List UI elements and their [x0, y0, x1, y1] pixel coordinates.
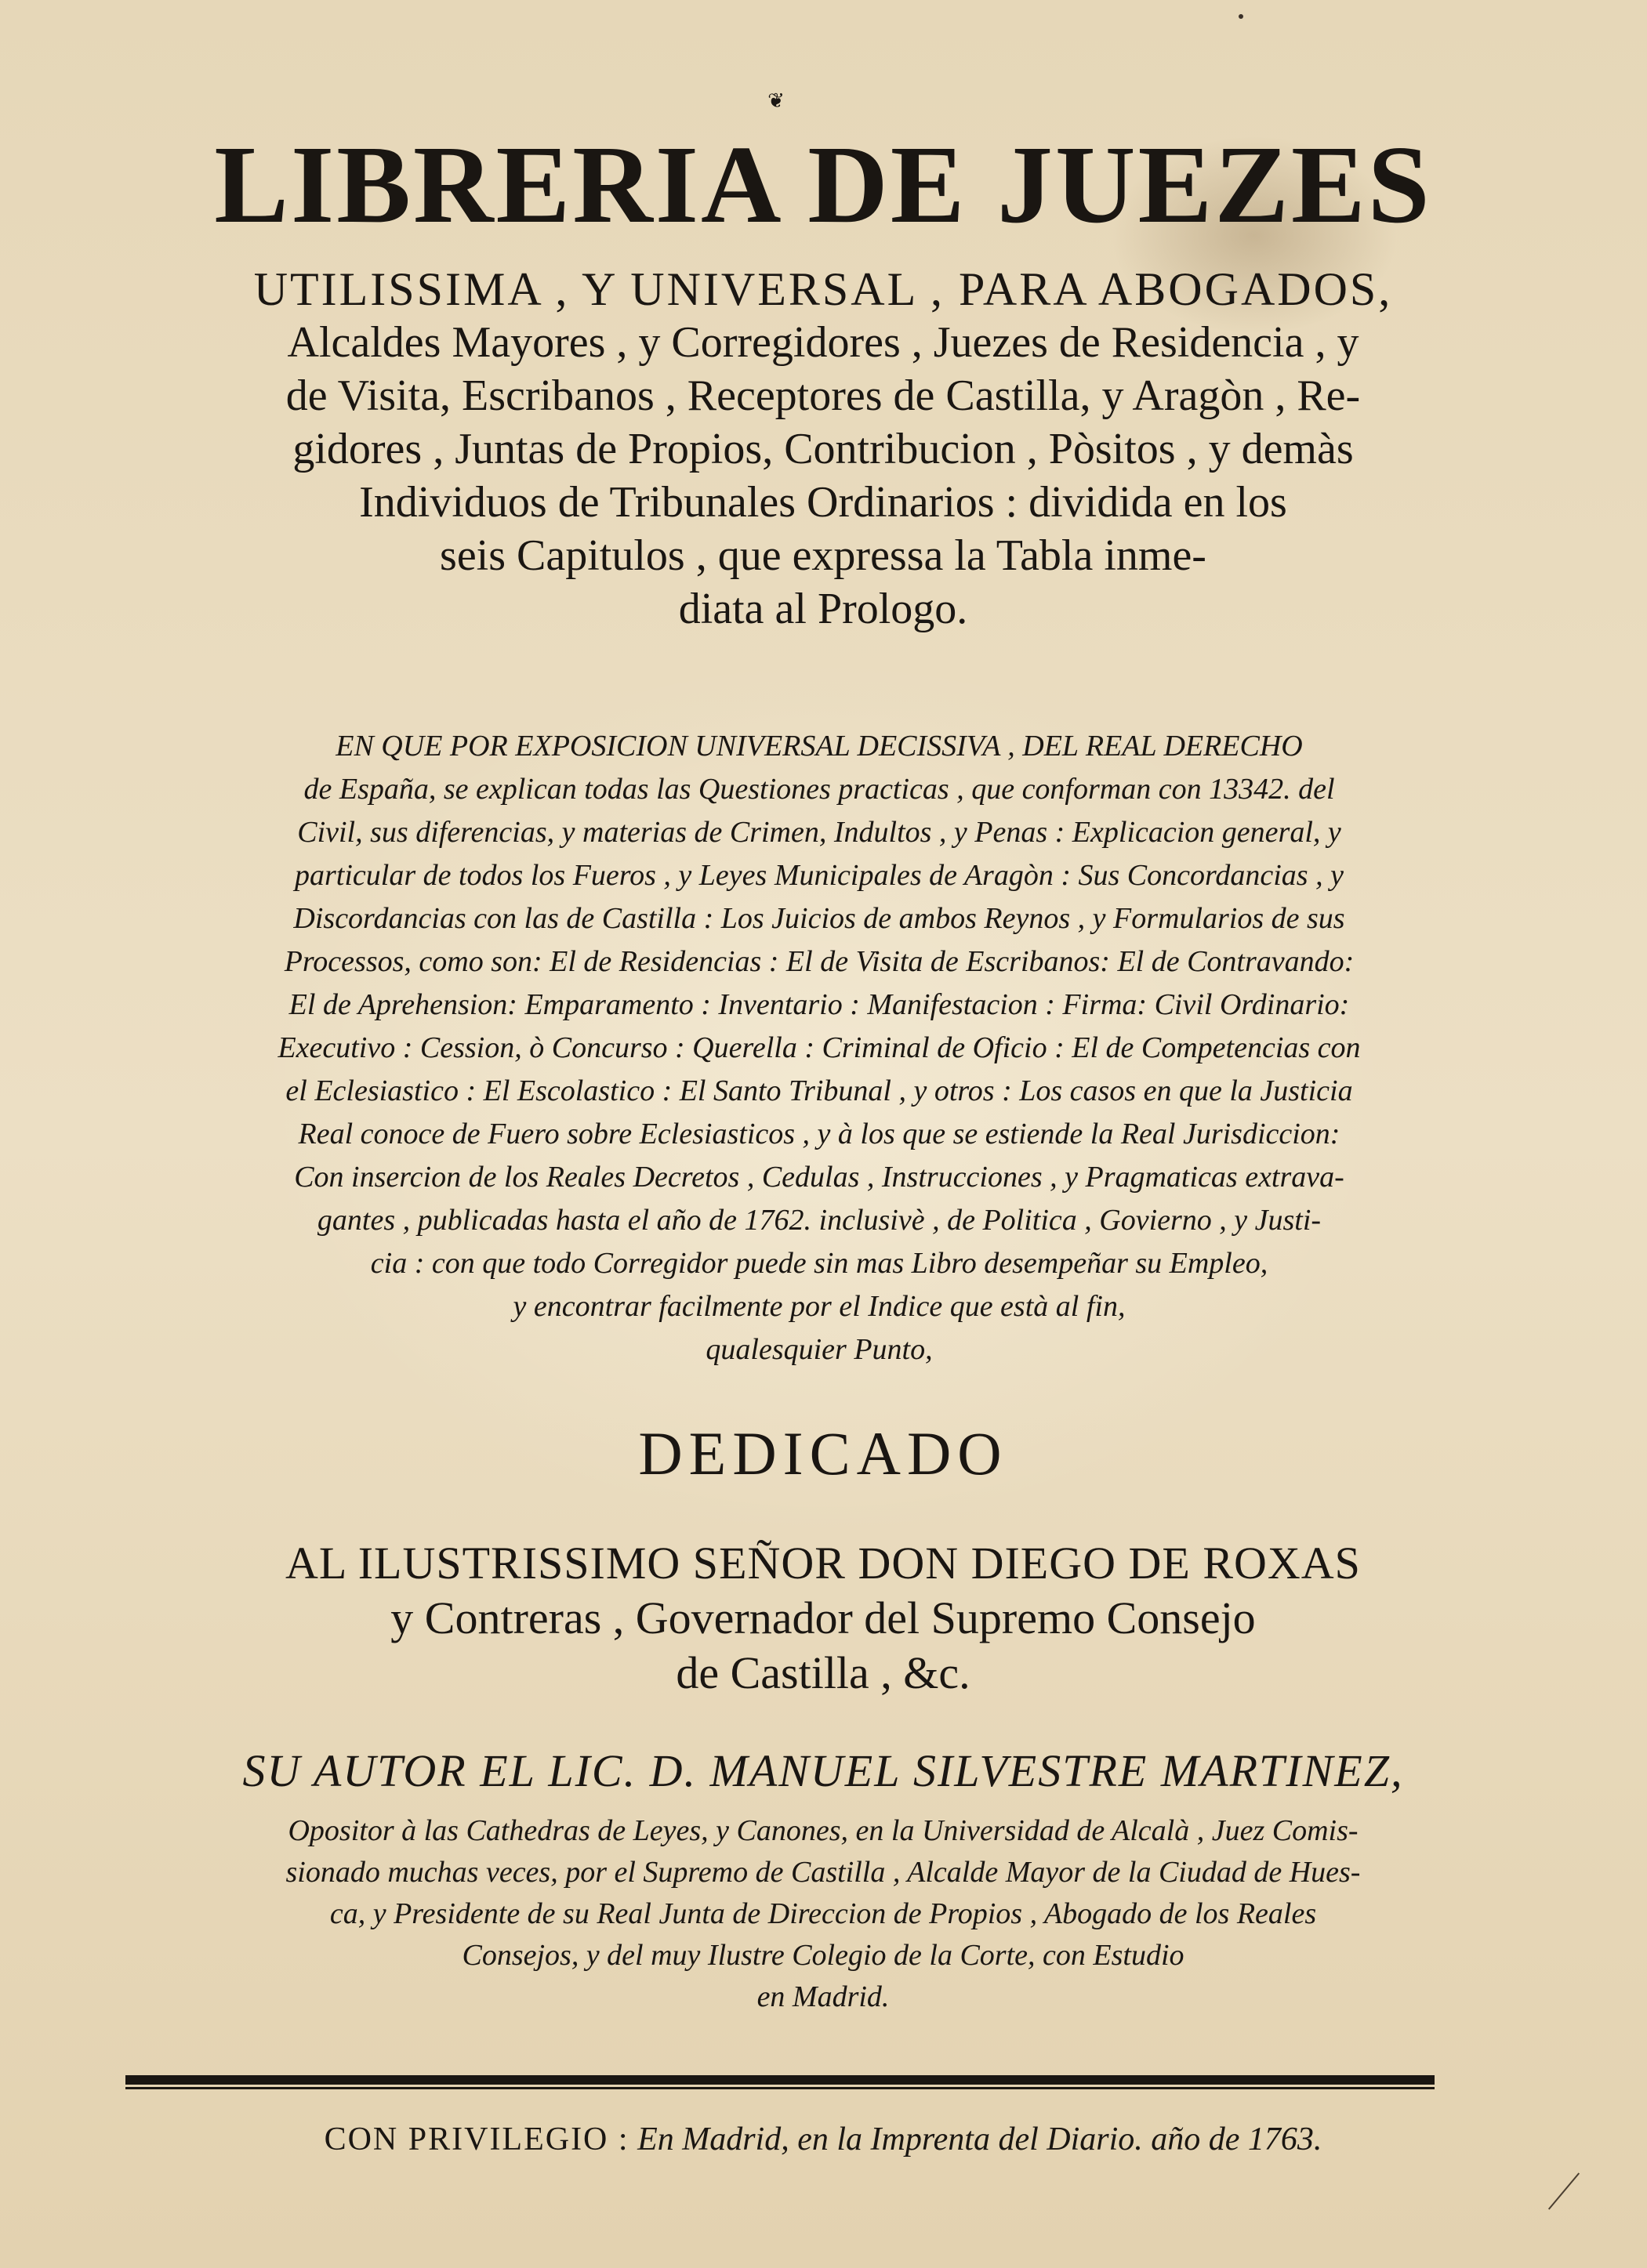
- fleuron-ornament-icon: ❦: [767, 89, 785, 113]
- description-line: y encontrar facilmente por el Indice que està al fin,: [513, 1290, 1126, 1323]
- printer-info: En Madrid, en la Imprenta del Diario. año de 1763.: [637, 2121, 1322, 2157]
- description-block: [82, 725, 1556, 1371]
- description-line: Civil, sus diferencias, y materias de Crimen, Indultos , y Penas : Explicacion general, y: [297, 816, 1341, 849]
- description-line: El de Aprehension: Emparamento : Inventario : Manifestacion : Firma: Civil Ordinario:: [288, 988, 1350, 1021]
- dedicatee-line: de Castilla , &c.: [676, 1647, 970, 1698]
- description-line: Con insercion de los Reales Decretos , Cedulas , Instrucciones , y Pragmaticas extrava-: [294, 1161, 1344, 1194]
- divider-rule: [125, 2075, 1435, 2091]
- divider-thick: [125, 2075, 1435, 2085]
- subtitle-block: [78, 263, 1568, 636]
- divider-thin: [125, 2087, 1435, 2089]
- description-line: Processos, como son: El de Residencias : El de Visita de Escribanos: El de Contravando:: [284, 945, 1355, 978]
- subtitle-line: seis Capitulos , que expressa la Tabla inme-: [440, 531, 1206, 580]
- dedicatee-line: AL ILUSTRISSIMO SEÑOR DON DIEGO DE ROXAS: [285, 1538, 1361, 1589]
- dedication-heading: DEDICADO: [638, 1419, 1008, 1487]
- subtitle-line: gidores , Juntas de Propios, Contribucion , Pòsitos , y demàs: [292, 425, 1354, 473]
- dedicatee-line: y Contreras , Governador del Supremo Consejo: [390, 1592, 1256, 1643]
- subtitle-line: UTILISSIMA , Y UNIVERSAL , PARA ABOGADOS,: [253, 263, 1393, 315]
- description-line: Real conoce de Fuero sobre Eclesiasticos , y à los que se estiende la Real Jurisdiccion:: [298, 1118, 1340, 1150]
- description-line: gantes , publicadas hasta el año de 1762. inclusivè , de Politica , Govierno , y Justi-: [317, 1204, 1322, 1237]
- dedicatee-block: [78, 1536, 1568, 1701]
- description-line: EN QUE POR EXPOSICION UNIVERSAL DECISSIVA , DEL REAL DERECHO: [336, 730, 1303, 763]
- author-line: sionado muchas veces, por el Supremo de Castilla , Alcalde Mayor de la Ciudad de Hues-: [285, 1856, 1361, 1889]
- author-name: SU AUTOR EL LIC. D. MANUEL SILVESTRE MARTINEZ,: [242, 1745, 1404, 1796]
- pencil-mark: [1548, 2172, 1580, 2209]
- description-line: particular de todos los Fueros , y Leyes Municipales de Aragòn : Sus Concordancias , y: [295, 859, 1344, 892]
- author-line: ca, y Presidente de su Real Junta de Direccion de Propios , Abogado de los Reales: [329, 1897, 1317, 1930]
- subtitle-line: de Visita, Escribanos , Receptores de Castilla, y Aragòn , Re-: [285, 371, 1361, 420]
- description-line: de España, se explican todas las Questiones practicas , que conforman con 13342. del: [303, 773, 1335, 806]
- description-line: qualesquier Punto,: [706, 1333, 933, 1366]
- imprint-line: [78, 2116, 1568, 2163]
- description-line: Executivo : Cession, ò Concurso : Querella : Criminal de Oficio : El de Competencias con: [278, 1031, 1361, 1064]
- author-line: en Madrid.: [756, 1980, 890, 2013]
- description-line: el Eclesiastico : El Escolastico : El Santo Tribunal , y otros : Los casos en que la Justicia: [285, 1074, 1353, 1107]
- subtitle-line: Individuos de Tribunales Ordinarios : dividida en los: [359, 478, 1287, 527]
- author-line: Opositor à las Cathedras de Leyes, y Canones, en la Universidad de Alcalà , Juez Comis-: [288, 1814, 1359, 1847]
- author-line: Consejos, y del muy Ilustre Colegio de la Corte, con Estudio: [462, 1939, 1184, 1972]
- subtitle-line: diata al Prologo.: [678, 585, 968, 633]
- privilege-label: CON PRIVILEGIO :: [324, 2121, 629, 2157]
- book-title: LIBRERIA DE JUEZES: [214, 122, 1432, 246]
- author-credentials: [86, 1810, 1560, 2018]
- ink-spot: [1239, 14, 1243, 19]
- description-line: cia : con que todo Corregidor puede sin mas Libro desempeñar su Empleo,: [370, 1247, 1268, 1280]
- description-line: Discordancias con las de Castilla : Los Juicios de ambos Reynos , y Formularios de sus: [293, 902, 1345, 935]
- subtitle-line: Alcaldes Mayores , y Corregidores , Juezes de Residencia , y: [287, 318, 1359, 367]
